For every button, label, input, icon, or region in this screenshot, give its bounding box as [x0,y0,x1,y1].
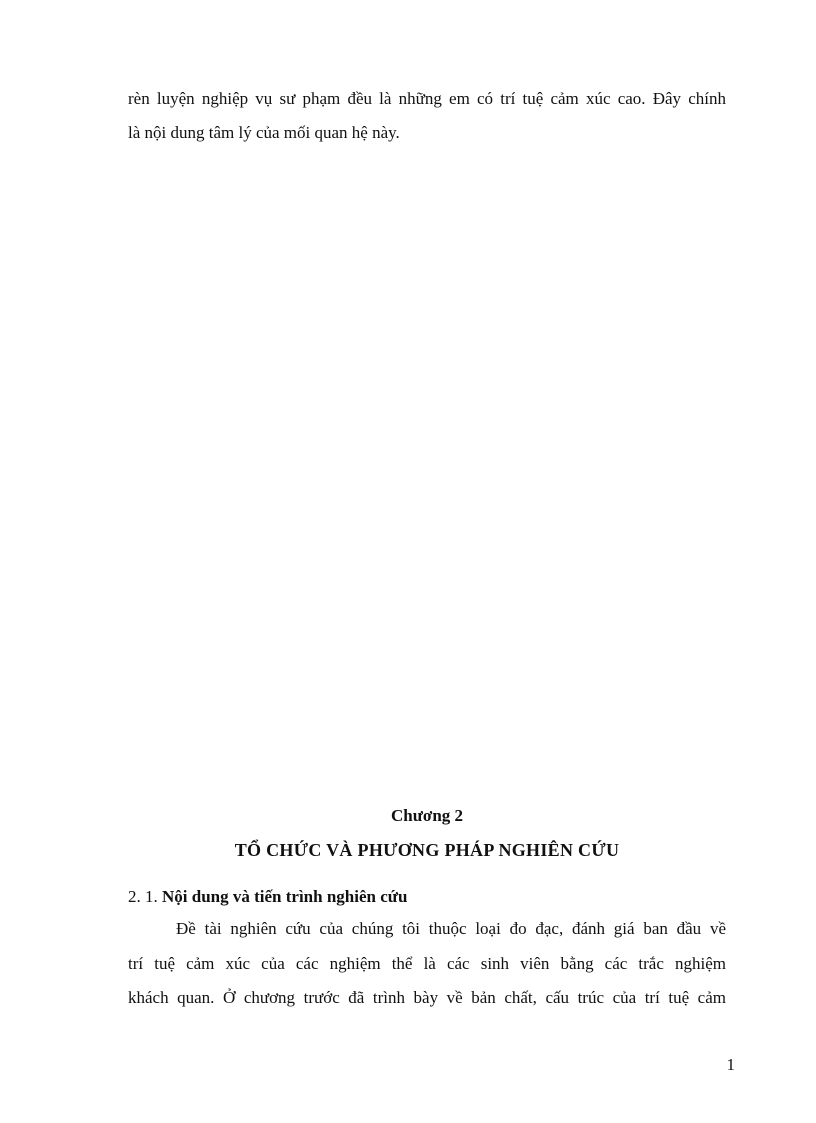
page-number: 1 [726,1055,735,1074]
paragraph-line: trí tuệ cảm xúc của các nghiệm thể là các sinh viên bằng các trắc nghiệm [128,954,726,973]
chapter-number: Chương 2 [390,806,464,825]
chapter-title: TỔ CHỨC VÀ PHƯƠNG PHÁP NGHIÊN CỨU [234,840,620,860]
section-number: 2. 1. [128,887,158,906]
paragraph-line: rèn luyện nghiệp vụ sư phạm đều là những em có trí tuệ cảm xúc cao. Đây chính [128,89,726,108]
section-heading [128,886,726,908]
section-title: Nội dung và tiến trình nghiên cứu [162,887,408,906]
paragraph-line: khách quan. Ở chương trước đã trình bày về bản chất, cấu trúc của trí tuệ cảm [128,988,726,1007]
paragraph-line: Đề tài nghiên cứu của chúng tôi thuộc loại đo đạc, đánh giá ban đầu về [176,919,726,938]
paragraph-line: là nội dung tâm lý của mối quan hệ này. [128,123,400,142]
